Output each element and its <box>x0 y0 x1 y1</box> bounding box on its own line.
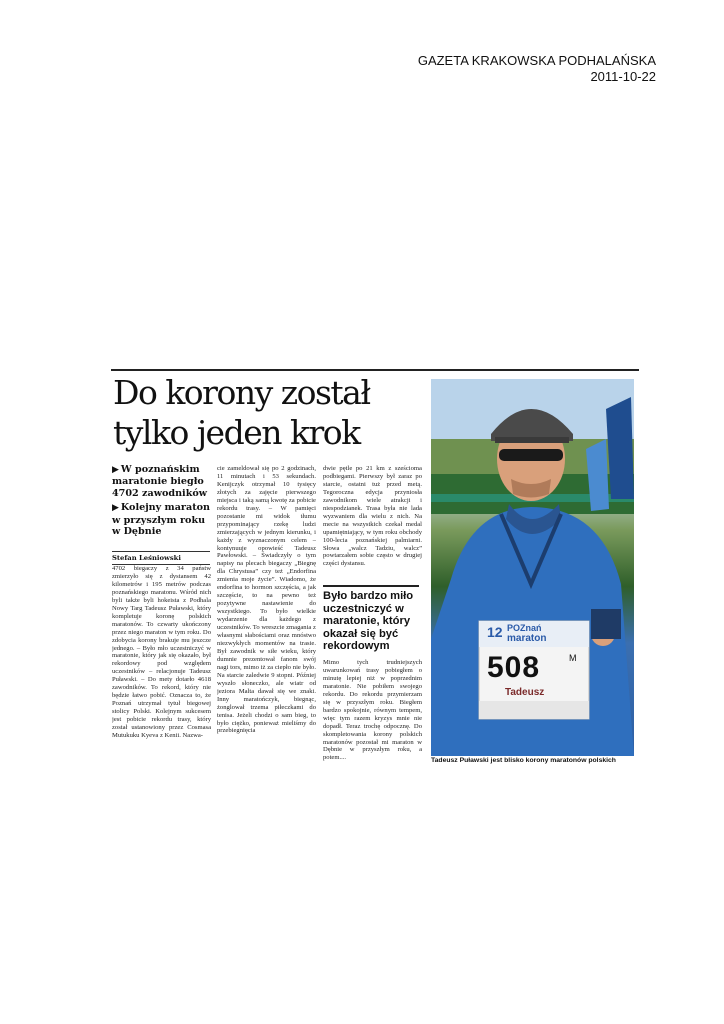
triangle-bullet-icon: ▶ <box>112 503 119 514</box>
lead-item: ▶ W poznańskim maratonie biegło 4702 zawodników <box>112 464 207 499</box>
bib-number: 508 <box>487 651 541 684</box>
newspaper-clipping <box>111 369 639 773</box>
column-1: 4702 biegaczy z 34 państw zmierzyło się z dystansem 42 kilometrów i 195 metrów podczas poznańskiego maratonu. Wśród nich byli także byli hokeista z Podhala Nowy Targ Tadeusz Puławski, który kompletuje koronę polskich maratonów. To czwarty ukończony przez niego maraton w tym roku. Do zdobycia korony brakuje mu jeszcze jednego. – Było mło uczestniczyć w maratonie, który jak się okazało, był rekordowy pod względem uczestników – relacjonuje Tadeusz Puławski. – Do mety dotarło 4618 zawodników. To rekord, który nie będzie łatwo pobić. Oznacza to, że Poznań utrzymał tytuł biegowej stolicy Polski. Kolejnym sukcesem jest pobicie rekordu trasy, który został ustanowiony przez Cosmasa Mutukuku Kyeva z Kenii. Nazwa- <box>112 565 211 740</box>
lead-item: ▶ Kolejny maraton w przyszłym roku w Dębnie <box>112 502 211 538</box>
byline: Stefan Leśniowski <box>112 551 210 565</box>
photo-caption: Tadeusz Puławski jest blisko korony maratonów polskich <box>431 757 616 764</box>
article-title: Do korony został tylko jeden krok <box>113 373 370 452</box>
runner-illustration <box>431 379 634 756</box>
bib-name: Tadeusz <box>505 687 545 698</box>
article-leads <box>112 464 212 540</box>
page-header <box>418 53 656 85</box>
bib-tag: M <box>569 653 577 663</box>
column-3: dwie pętle po 21 km z sześcioma podbiegami. Pierwszy był zaraz po starcie, ostatni tuż przed metą. Tegoroczna edycja przyniosła zawodnikom wiele atrakcji i niespodzianek. Trasa była nie lada wyzwaniem dla wielu z nich. Na mecie na wszystkich czekał medal upamiętniający, w tym roku obchody 100-lecia poznańskiej palmiarni. Słowa „walcz Tadziu, walcz” powtarzałem sobie często w drugiej części dystansu. <box>323 465 422 568</box>
publication-date: 2011-10-22 <box>590 69 656 84</box>
top-rule <box>111 369 639 371</box>
triangle-bullet-icon: ▶ <box>112 465 119 475</box>
column-3b: Mimo tych trudniejszych uwarunkowań trasy pobiegłem o minutę lepiej niż w poprzednim maratonie. Nie pobiłem swojego rekordu. Do rekordu przymierzam się w przyszłym roku. Biegłem bardzo spokojnie, równym tempem, więc tym razem kryzys mnie nie dopadł. Teraz trochę odpocznę. Do skompletowania korony polskich maratonów pozostał mi maraton w Dębnie w przyszłym roku, a potem.... <box>323 659 422 762</box>
bib-edition: 12 <box>487 624 503 640</box>
column-2: cie zameldował się po 2 godzinach, 11 minutach i 53 sekundach. Kenijczyk otrzymał 10 tysięcy złotych za zajęcie pierwszego miejsca i taką samą kwotę za pobicie rekordu trasy. – W pamięci pozostanie mi widok tłumu przypominający rzekę ludzi zmierzających w jednym kierunku, i każdy z wyznaczonym celem – kontynuuje opowieść Tadeusz Pawłowski. – Świadczyły o tym napisy na plecach biegaczy „Biegnę dla Chrystusa” czy też „Endorfina zmienia moje życie”. Wiadomo, że endorfina to hormon szczęścia, a jak szczęście, to na pewno też pozytywne nastawienie do wszystkiego. To było wielkie wydarzenie dla każdego z uczestników. To wreszcie zmagania z własnymi słabościami oraz mnóstwo niezwykłych momentów na trasie. Był zawodnik w siłe wieku, który dumnie prezentował fanom swój nagi tors, mimo iż za ciepło nie było. Na starcie zaledwie 9 stopni. Później wyszło słoneczko, ale wiatr od jeziora Malta dawał się we znaki. Inny maratończyk, biegnąc, żonglował trzema piłeczkami do tenisa. Jeżeli chodzi o sam bieg, to było ciężko, ponieważ mieliśmy do przebiegnięcia <box>217 465 316 735</box>
subheadline: Było bardzo miło uczestniczyć w maratonie, który okazał się być rekordowym <box>323 585 419 653</box>
bib-brand-bottom: maraton <box>507 633 547 644</box>
runner-photo <box>431 379 634 756</box>
publication-name: GAZETA KRAKOWSKA PODHALAŃSKA <box>417 53 656 68</box>
bib-brand-top: POZnań <box>507 623 542 633</box>
